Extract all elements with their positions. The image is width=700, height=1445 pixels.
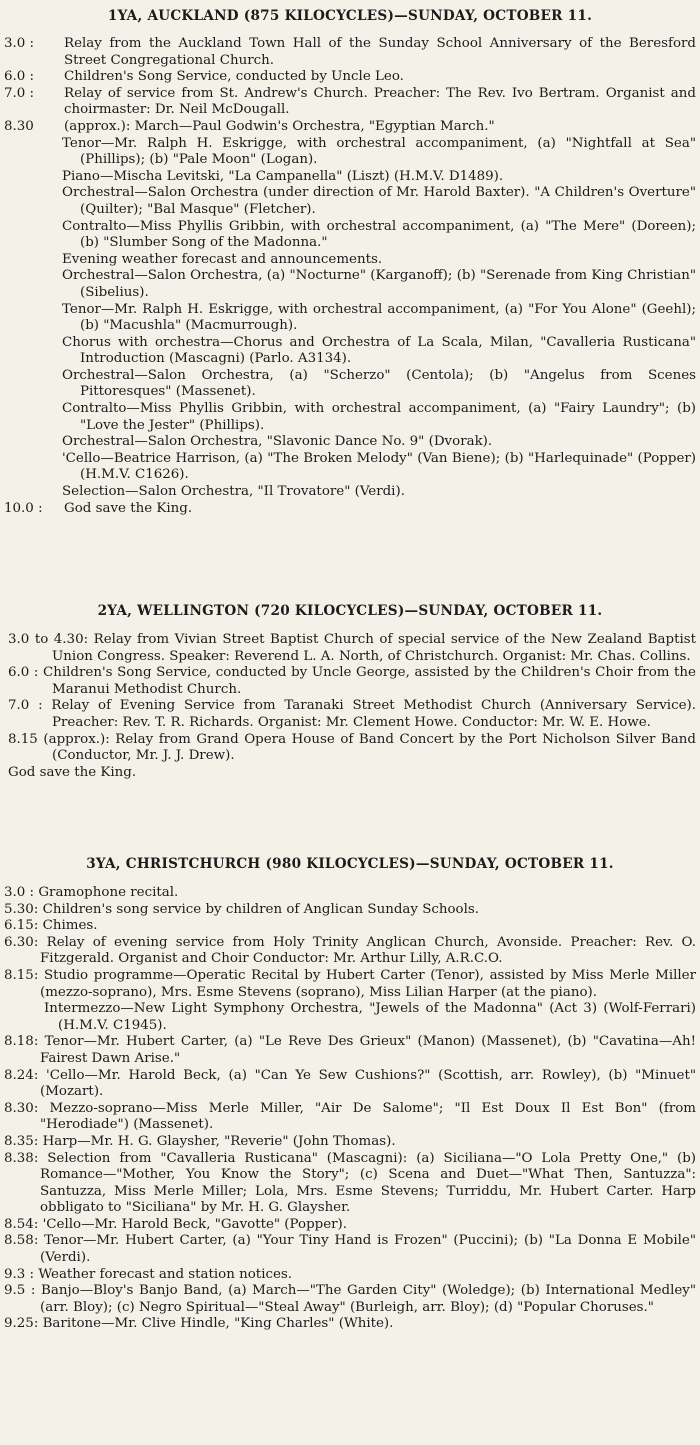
programme-entry	[4, 1316, 696, 1333]
entry-time: 8.35:	[4, 1133, 39, 1149]
programme-item: Contralto—Miss Phyllis Gribbin, with orchestral accompaniment, (a) "The Mere" (Doreen); (b) "Slumber Song of the Madonna."	[62, 218, 696, 251]
entry-text: Tenor—Mr. Hubert Carter, (a) "Le Reve Des Grieux" (Manon) (Massenet), (b) "Cavatina—Ah! Fairest Dawn Arise."	[40, 1034, 696, 1066]
programme-entry	[4, 501, 696, 518]
entry-text: Children's Song Service, conducted by Uncle Leo.	[64, 69, 404, 85]
entry-text: 'Cello—Mr. Harold Beck, (a) "Can Ye Sew Cushions?" (Scottish, arr. Rowley), (b) "Minuet" (Mozart).	[40, 1067, 696, 1100]
programme-entry	[4, 902, 696, 919]
programme-item: Chorus with orchestra—Chorus and Orchestra of La Scala, Milan, "Cavalleria Rusticana" Introduction (Mascagni) (Parlo. A3134).	[62, 334, 696, 367]
programme-item: Intermezzo—New Light Symphony Orchestra, "Jewels of the Madonna" (Act 3) (Wolf-Ferrari) (H.M.V. C1945).	[44, 1001, 696, 1033]
programme-entry	[4, 119, 696, 136]
entry-time: 3.0 :	[4, 885, 35, 900]
programme-entry	[4, 69, 696, 86]
entry-time: 3.0 to 4.30:	[8, 632, 89, 647]
entry-text: Relay from the Auckland Town Hall of the Sunday School Anniversary of the Beresford Street Congregational Church.	[64, 36, 696, 68]
entry-time: 8.18:	[4, 1034, 39, 1050]
entry-time: 8.58:	[4, 1233, 39, 1249]
section-christchurch	[4, 885, 696, 1333]
entry-time: 6.15:	[4, 918, 39, 934]
section-heading-auckland: 1YA, AUCKLAND (875 KILOCYCLES)—SUNDAY, OCTOBER 11.	[107, 8, 593, 24]
programme-item: Tenor—Mr. Ralph H. Eskrigge, with orchestral accompaniment, (a) "Nightfall at Sea" (Phillips); (b) "Pale Moon" (Logan).	[62, 135, 696, 168]
entry-time: 8.30:	[4, 1100, 39, 1116]
entry-time: 8.38:	[4, 1150, 39, 1166]
entry-text: Studio programme—Operatic Recital by Hubert Carter (Tenor), assisted by Miss Merle Miller (mezzo-soprano), Mrs. Esme Stevens (soprano), Miss Lilian Harper (at the piano).	[40, 967, 696, 1000]
programme-entry	[4, 1034, 696, 1067]
section-auckland	[4, 36, 696, 517]
programme-entry	[4, 968, 696, 1001]
programme-items	[62, 136, 696, 501]
entry-text: Selection from "Cavalleria Rusticana" (Mascagni): (a) Siciliana—"O Lola Pretty One," (b) Romance—"Mother, You Know the Story"; (c) Scena and Duet—"What Then, Santuzza": Santuzza, Miss Merle Miller; Lola, Mrs. Esme Stevens; Turriddu, Mr. Hubert Carter. Harp obbligato to "Siciliana" by Mr. H. G. Glaysher.	[40, 1150, 696, 1216]
entry-time: 6.0 :	[8, 665, 39, 681]
entry-time: 5.30:	[4, 901, 39, 917]
entry-time: 8.54:	[4, 1216, 39, 1232]
entry-text: God save the King.	[64, 500, 193, 516]
entry-text: Tenor—Mr. Hubert Carter, (a) "Your Tiny Hand is Frozen" (Puccini); (b) "La Donna E Mobile" (Verdi).	[40, 1233, 696, 1266]
entry-time: 9.5 :	[4, 1283, 36, 1299]
entry-time: 7.0 :	[8, 698, 43, 714]
entry-text: Weather forecast and station notices.	[38, 1266, 293, 1282]
entry-text: Relay from Vivian Street Baptist Church of special service of the New Zealand Baptist Union Congress. Speaker: Reverend L. A. North, of Christchurch. Organist: Mr. Chas. Collins.	[52, 632, 696, 664]
entry-text: Baritone—Mr. Clive Hindle, "King Charles" (White).	[42, 1316, 394, 1332]
programme-item: Orchestral—Salon Orchestra (under direction of Mr. Harold Baxter). "A Children's Overture" (Quilter); "Bal Masque" (Fletcher).	[62, 185, 696, 217]
entry-time: 8.24:	[4, 1067, 39, 1083]
programme-entry	[4, 1151, 696, 1217]
entry-text: God save the King.	[8, 764, 137, 780]
entry-text: (approx.): March—Paul Godwin's Orchestra, "Egyptian March."	[64, 118, 495, 134]
entry-text: Relay of Evening Service from Taranaki Street Methodist Church (Anniversary Service). Preacher: Rev. T. R. Richards. Organist: Mr. Clement Howe. Conductor: Mr. W. E. Howe.	[51, 698, 696, 730]
programme-entry	[4, 665, 696, 698]
programme-item: Piano—Mischa Levitski, "La Campanella" (Liszt) (H.M.V. D1489).	[62, 168, 504, 184]
entry-text: Children's Song Service, conducted by Uncle George, assisted by the Children's Choir from the Maranui Methodist Church.	[43, 665, 696, 697]
programme-entry	[4, 698, 696, 731]
entry-text: (approx.): Relay from Grand Opera House of Band Concert by the Port Nicholson Silver Band (Conductor, Mr. J. J. Drew).	[43, 731, 696, 764]
programme-entry	[4, 632, 696, 665]
programme-entry	[4, 1068, 696, 1101]
entry-text: Relay of evening service from Holy Trinity Anglican Church, Avonside. Preacher: Rev. O. Fitzgerald. Organist and Choir Conductor: Mr. Arthur Lilly, A.R.C.O.	[40, 934, 696, 967]
programme-entry	[4, 1233, 696, 1266]
programme-entry	[4, 1101, 696, 1134]
programme-items	[44, 1001, 696, 1034]
programme-item: Orchestral—Salon Orchestra, (a) "Scherzo" (Centola); (b) "Angelus from Scenes Pittoresques" (Massenet).	[62, 367, 696, 400]
entry-text: Gramophone recital.	[38, 885, 179, 900]
entry-time: 6.30:	[4, 934, 39, 950]
section-wellington	[4, 632, 696, 781]
entry-time: 9.3 :	[4, 1266, 35, 1282]
programme-item: 'Cello—Beatrice Harrison, (a) "The Broken Melody" (Van Biene); (b) "Harlequinade" (Popper) (H.M.V. C1626).	[62, 450, 696, 483]
entry-time: 6.0 :	[4, 69, 35, 85]
programme-entry	[4, 918, 696, 935]
entry-time: 10.0 :	[4, 500, 43, 516]
section-heading-christchurch: 3YA, CHRISTCHURCH (980 KILOCYCLES)—SUNDAY, OCTOBER 11.	[86, 856, 614, 872]
programme-item: Tenor—Mr. Ralph H. Eskrigge, with orchestral accompaniment, (a) "For You Alone" (Geehl); (b) "Macushla" (Macmurrough).	[62, 301, 696, 334]
programme-entry	[4, 732, 696, 765]
programme-item: Selection—Salon Orchestra, "Il Trovatore" (Verdi).	[62, 484, 405, 500]
programme-entry	[4, 36, 696, 69]
programme-entry	[4, 1267, 696, 1284]
programme-item: Orchestral—Salon Orchestra, (a) "Nocturne" (Karganoff); (b) "Serenade from King Christian" (Sibelius).	[62, 268, 696, 300]
entry-text: Chimes.	[42, 918, 98, 934]
entry-time: 8.15:	[4, 967, 39, 983]
entry-time: 7.0 :	[4, 85, 35, 101]
entry-text: Relay of service from St. Andrew's Church. Preacher: The Rev. Ivo Bertram. Organist and choirmaster: Dr. Neil McDougall.	[64, 85, 696, 118]
programme-entry	[4, 885, 696, 902]
programme-item: Evening weather forecast and announcements.	[62, 251, 383, 267]
entry-time: 8.30	[4, 118, 34, 134]
entry-text: 'Cello—Mr. Harold Beck, "Gavotte" (Popper).	[42, 1216, 348, 1232]
programme-entry	[4, 1283, 696, 1316]
programme-entry	[4, 1217, 696, 1234]
entry-text: Children's song service by children of Anglican Sunday Schools.	[42, 901, 480, 917]
entry-text: Harp—Mr. H. G. Glaysher, "Reverie" (John Thomas).	[42, 1133, 396, 1149]
programme-item: Contralto—Miss Phyllis Gribbin, with orchestral accompaniment, (a) "Fairy Laundry"; (b) "Love the Jester" (Phillips).	[62, 401, 696, 433]
programme-item: Orchestral—Salon Orchestra, "Slavonic Dance No. 9" (Dvorak).	[62, 434, 493, 450]
entry-time: 8.15	[8, 731, 38, 747]
entry-time: 3.0 :	[4, 36, 35, 51]
entry-time: 9.25:	[4, 1316, 39, 1332]
programme-entry	[4, 935, 696, 968]
programme-entry	[4, 765, 696, 782]
entry-text: Mezzo-soprano—Miss Merle Miller, "Air De Salome"; "Il Est Doux Il Est Bon" (from "Herodiade") (Massenet).	[40, 1100, 696, 1133]
programme-entry	[4, 1134, 696, 1151]
entry-text: Banjo—Bloy's Banjo Band, (a) March—"The Garden City" (Woledge); (b) International Medley" (arr. Bloy); (c) Negro Spiritual—"Steal Away" (Burleigh, arr. Bloy); (d) "Popular Choruses."	[40, 1283, 696, 1315]
programme-entry	[4, 86, 696, 119]
section-heading-wellington: 2YA, WELLINGTON (720 KILOCYCLES)—SUNDAY, OCTOBER 11.	[97, 603, 603, 619]
